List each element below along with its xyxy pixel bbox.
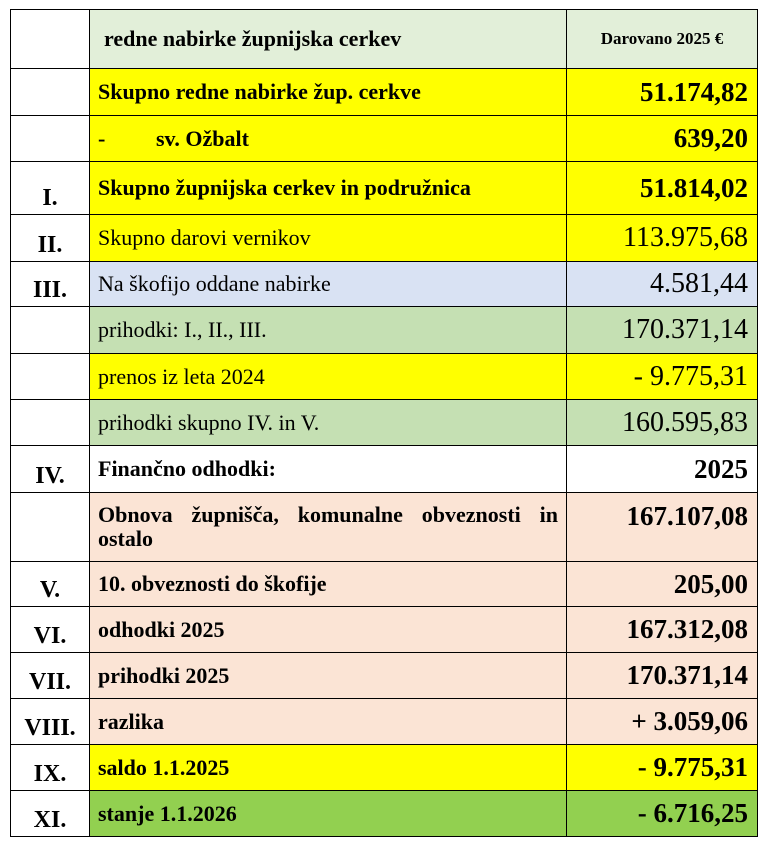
table-row xyxy=(11,262,758,307)
row-number-cell: II. xyxy=(11,215,90,262)
row-description-wrapper xyxy=(90,116,567,162)
row-description: Na škofijo oddane nabirke xyxy=(90,262,567,307)
row-number-cell: IX. xyxy=(11,745,90,791)
row-amount: 160.595,83 xyxy=(567,400,758,446)
row-number-cell: VII. xyxy=(11,653,90,699)
table-row xyxy=(11,162,758,215)
row-number-cell xyxy=(11,493,90,562)
row-number-cell xyxy=(11,354,90,400)
row-description: Skupno župnijska cerkev in podružnica xyxy=(90,162,567,215)
table-row xyxy=(11,791,758,837)
row-number-cell: III. xyxy=(11,262,90,307)
row-amount: - 6.716,25 xyxy=(567,791,758,837)
table-row xyxy=(11,562,758,607)
row-description: saldo 1.1.2025 xyxy=(90,745,567,791)
table-row xyxy=(11,745,758,791)
table-row xyxy=(11,699,758,745)
row-description: prenos iz leta 2024 xyxy=(90,354,567,400)
row-number-cell xyxy=(11,10,90,69)
row-amount: 113.975,68 xyxy=(567,215,758,262)
row-description: Skupno darovi vernikov xyxy=(90,215,567,262)
row-number-cell xyxy=(11,307,90,354)
row-description: stanje 1.1.2026 xyxy=(90,791,567,837)
row-description: Skupno redne nabirke žup. cerkve xyxy=(90,69,567,116)
row-description: Obnova župnišča, komunalne obveznosti in ostalo xyxy=(90,493,567,562)
row-description: sv. Ožbalt xyxy=(156,125,249,151)
row-description: prihodki: I., II., III. xyxy=(90,307,567,354)
row-description: odhodki 2025 xyxy=(90,607,567,653)
row-description: prihodki 2025 xyxy=(90,653,567,699)
row-amount: 205,00 xyxy=(567,562,758,607)
table-row xyxy=(11,653,758,699)
row-amount: 51.174,82 xyxy=(567,69,758,116)
row-amount: - 9.775,31 xyxy=(567,354,758,400)
table-row xyxy=(11,215,758,262)
row-number-cell: XI. xyxy=(11,791,90,837)
table-row xyxy=(11,354,758,400)
row-amount: 2025 xyxy=(567,446,758,493)
amount-column-header: Darovano 2025 € xyxy=(567,10,758,69)
row-amount: + 3.059,06 xyxy=(567,699,758,745)
dash-prefix: - xyxy=(98,125,106,151)
row-description: prihodki skupno IV. in V. xyxy=(90,400,567,446)
row-amount: 170.371,14 xyxy=(567,653,758,699)
table-row xyxy=(11,607,758,653)
row-amount: 4.581,44 xyxy=(567,262,758,307)
row-number-cell: V. xyxy=(11,562,90,607)
row-number-cell: I. xyxy=(11,162,90,215)
row-description: razlika xyxy=(90,699,567,745)
table-row xyxy=(11,307,758,354)
table-row xyxy=(11,69,758,116)
header-row xyxy=(11,10,758,69)
row-number-cell: VI. xyxy=(11,607,90,653)
row-amount: 51.814,02 xyxy=(567,162,758,215)
row-amount: 639,20 xyxy=(567,116,758,162)
table-title: redne nabirke župnijska cerkev xyxy=(90,10,567,69)
row-amount: - 9.775,31 xyxy=(567,745,758,791)
row-number-cell xyxy=(11,400,90,446)
table-row xyxy=(11,116,758,162)
finance-report-table xyxy=(10,9,758,837)
table-row xyxy=(11,446,758,493)
table-row xyxy=(11,493,758,562)
row-number-cell: VIII. xyxy=(11,699,90,745)
row-amount: 170.371,14 xyxy=(567,307,758,354)
row-number-cell xyxy=(11,116,90,162)
row-description: Finančno odhodki: xyxy=(90,446,567,493)
row-amount: 167.312,08 xyxy=(567,607,758,653)
row-amount: 167.107,08 xyxy=(567,493,758,562)
row-number-cell xyxy=(11,69,90,116)
table-row xyxy=(11,400,758,446)
row-number-cell: IV. xyxy=(11,446,90,493)
row-description: 10. obveznosti do škofije xyxy=(90,562,567,607)
